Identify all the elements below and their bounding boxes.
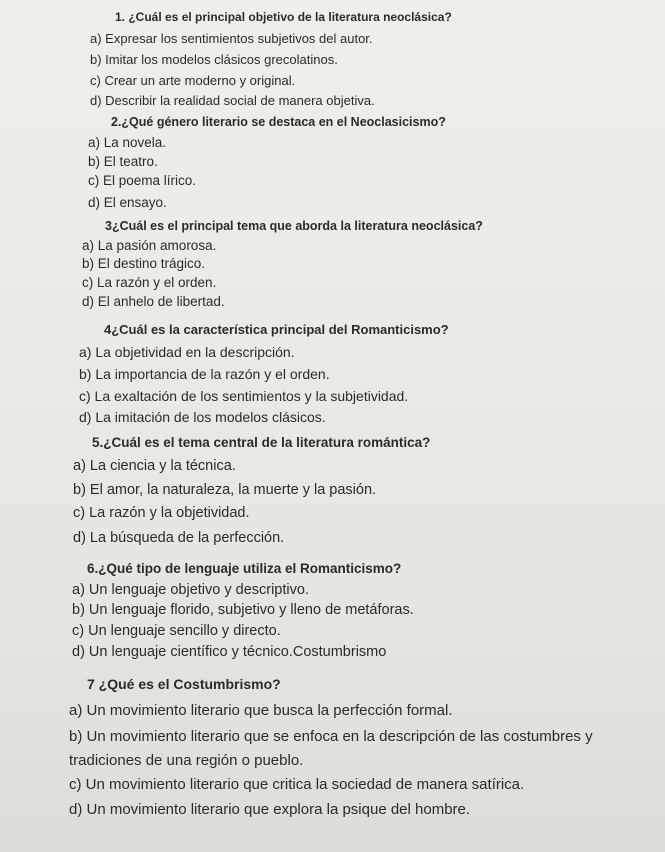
question-title: 2.¿Qué género literario se destaca en el Neoclasicismo? (111, 115, 446, 129)
answer-option: d) Un movimiento literario que explora la psique del hombre. (69, 801, 471, 818)
question-title: 3¿Cuál es el principal tema que aborda la literatura neoclásica? (105, 219, 483, 233)
answer-option: b) Un movimiento literario que se enfoca en la descripción de las costumbres y (69, 728, 593, 745)
answer-option: a) La novela. (88, 135, 167, 150)
answer-option: c) Un lenguaje sencillo y directo. (72, 623, 281, 639)
answer-option: b) La importancia de la razón y el orden. (79, 366, 330, 382)
question-title: 7 ¿Qué es el Costumbrismo? (87, 676, 281, 692)
answer-option: d) La imitación de los modelos clásicos. (79, 409, 326, 425)
answer-option: c) La exaltación de los sentimientos y la subjetividad. (79, 388, 409, 404)
answer-option: c) La razón y la objetividad. (73, 505, 250, 521)
answer-option: b) El teatro. (88, 154, 158, 169)
answer-option: a) Expresar los sentimientos subjetivos del autor. (90, 31, 373, 46)
answer-option: a) La ciencia y la técnica. (73, 458, 236, 474)
answer-option: c) El poema lírico. (88, 173, 197, 188)
answer-option-continuation: tradiciones de una región o pueblo. (69, 752, 304, 769)
answer-option: b) El amor, la naturaleza, la muerte y la pasión. (73, 482, 377, 498)
answer-option: d) El ensayo. (88, 195, 167, 210)
answer-option: c) Un movimiento literario que critica la sociedad de manera satírica. (69, 776, 525, 793)
answer-option: d) Un lenguaje científico y técnico.Costumbrismo (72, 644, 387, 660)
question-title: 4¿Cuál es la característica principal del Romanticismo? (104, 322, 449, 337)
answer-option: d) La búsqueda de la perfección. (73, 530, 285, 546)
answer-option: b) Imitar los modelos clásicos grecolatinos. (90, 52, 338, 67)
answer-option: c) La razón y el orden. (82, 275, 217, 290)
question-title: 6.¿Qué tipo de lenguaje utiliza el Romanticismo? (87, 561, 402, 576)
question-title: 1. ¿Cuál es el principal objetivo de la literatura neoclásica? (115, 10, 452, 24)
answer-option: d) El anhelo de libertad. (82, 294, 225, 309)
answer-option: a) La pasión amorosa. (82, 238, 217, 253)
answer-option: d) Describir la realidad social de manera objetiva. (90, 93, 375, 108)
answer-option: c) Crear un arte moderno y original. (90, 73, 296, 88)
answer-option: a) Un lenguaje objetivo y descriptivo. (72, 582, 309, 598)
answer-option: b) El destino trágico. (82, 256, 206, 271)
question-title: 5.¿Cuál es el tema central de la literatura romántica? (92, 435, 431, 450)
answer-option: b) Un lenguaje florido, subjetivo y lleno de metáforas. (72, 602, 414, 618)
answer-option: a) Un movimiento literario que busca la perfección formal. (69, 702, 453, 719)
answer-option: a) La objetividad en la descripción. (79, 344, 295, 360)
